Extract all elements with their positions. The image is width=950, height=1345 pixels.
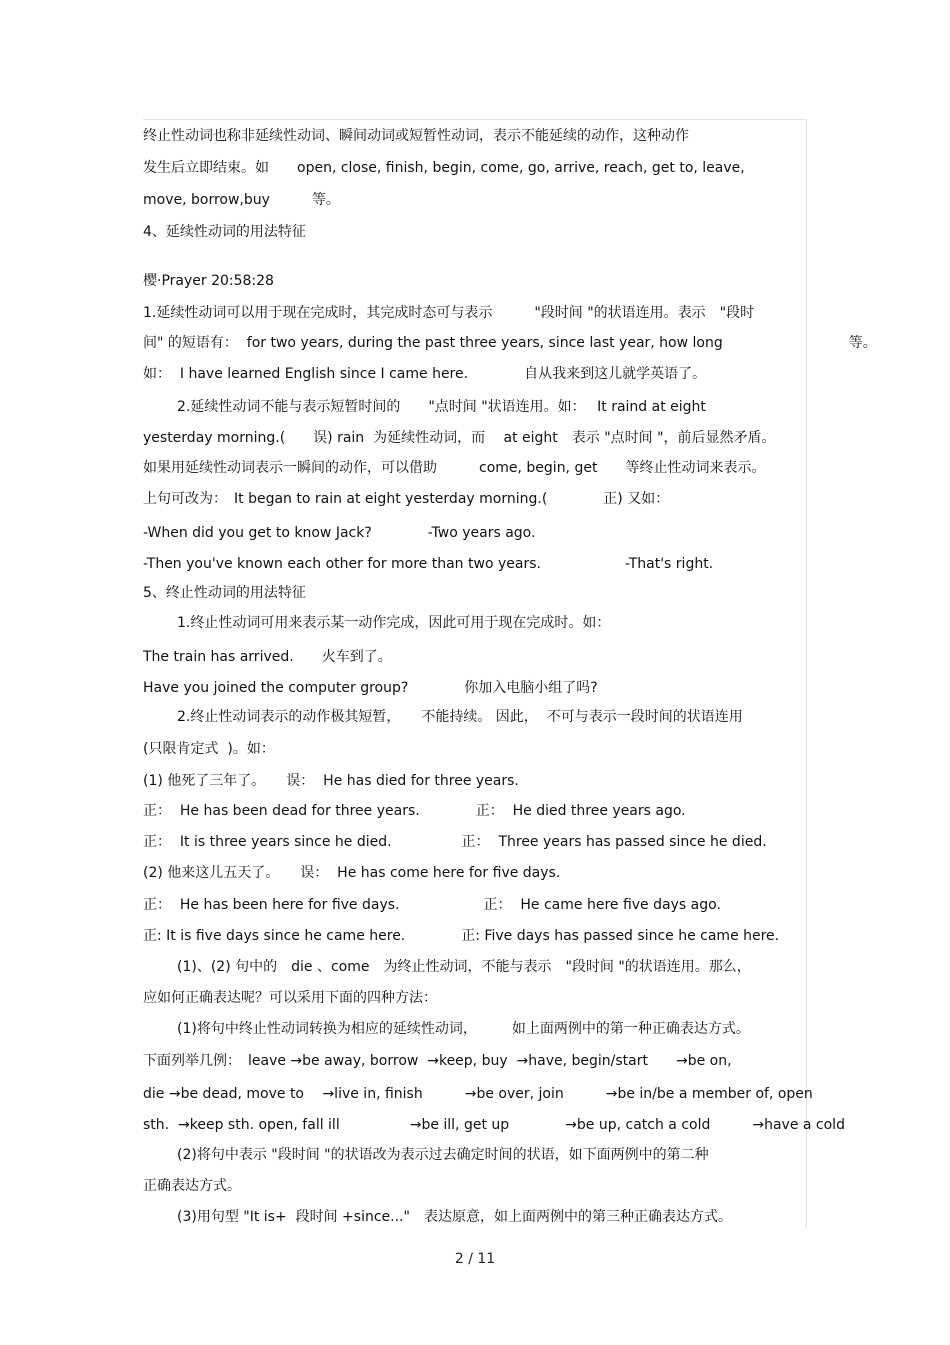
page-total: 11 (477, 1251, 496, 1267)
text-line: move, borrow,buy 等。 (143, 192, 340, 208)
text-line: (3)用句型 "It is+ 段时间 +since..." 表达原意，如上面两例中的第三种正确表达方式。 (177, 1209, 732, 1225)
text-line: 正： It is three years since he died. 正： Three years has passed since he died. (143, 834, 767, 850)
text-line: (2)将句中表示 "段时间 "的状语改为表示过去确定时间的状语，如下面两例中的第二种 (177, 1147, 709, 1163)
section-heading: 5、终止性动词的用法特征 (143, 585, 306, 601)
text-line: (1) 他死了三年了。 误： He has died for three years. (143, 773, 519, 789)
text-line: 1.终止性动词可用来表示某一动作完成，因此可用于现在完成时。如： (177, 615, 611, 631)
text-line: 2.终止性动词表示的动作极其短暂， 不能持续。 因此， 不可与表示一段时间的状语连用 (177, 709, 743, 725)
text-line: sth. →keep sth. open, fall ill →be ill, get up →be up, catch a cold →have a cold (143, 1117, 845, 1133)
text-line: -When did you get to know Jack? -Two years ago. (143, 525, 536, 541)
text-line: 正: It is five days since he came here. 正: Five days has passed since he came here. (143, 928, 780, 944)
text-line: (只限肯定式 )。如： (143, 741, 275, 757)
text-line: 发生后立即结束。如 open, close, finish, begin, come, go, arrive, reach, get to, leave, (143, 160, 745, 176)
text-line: Have you joined the computer group? 你加入电脑小组了吗? (143, 680, 598, 696)
text-line: 正确表达方式。 (143, 1178, 241, 1194)
text-line: 如： I have learned English since I came here. 自从我来到这儿就学英语了。 (143, 366, 707, 382)
text-line: die →be dead, move to →live in, finish →be over, join →be in/be a member of, open (143, 1086, 813, 1102)
text-line: 正： He has been dead for three years. 正： He died three years ago. (143, 803, 686, 819)
page-separator: / (468, 1251, 473, 1267)
text-line: 上句可改为： It began to rain at eight yesterday morning.( 正) 又如： (143, 491, 670, 507)
text-line: (2) 他来这儿五天了。 误： He has come here for five days. (143, 865, 561, 881)
text-line: 间" 的短语有： for two years, during the past three years, since last year, how long 等。 (143, 335, 877, 351)
text-line: The train has arrived. 火车到了。 (143, 649, 392, 665)
text-line: (1)、(2) 句中的 die 、come 为终止性动词，不能与表示 "段时间 "的状语连用。那么， (177, 959, 751, 975)
text-line: -Then you've known each other for more than two years. -That's right. (143, 556, 714, 572)
text-line: 正： He has been here for five days. 正： He came here five days ago. (143, 897, 721, 913)
page-current: 2 (454, 1251, 464, 1267)
text-line: yesterday morning.( 误) rain 为延续性动词，而 at eight 表示 "点时间 "，前后显然矛盾。 (143, 430, 776, 446)
page-number (0, 1251, 950, 1267)
text-line: 应如何正确表达呢？可以采用下面的四种方法： (143, 990, 437, 1006)
text-line: 2.延续性动词不能与表示短暂时间的 "点时间 "状语连用。如： It raind at eight (177, 399, 706, 415)
text-line: 如果用延续性动词表示一瞬间的动作，可以借助 come, begin, get 等终止性动词来表示。 (143, 460, 766, 476)
text-line: 下面列举几例： leave →be away, borrow →keep, buy →have, begin/start →be on, (143, 1053, 732, 1069)
section-heading: 4、延续性动词的用法特征 (143, 224, 306, 240)
text-line: 1.延续性动词可以用于现在完成时，其完成时态可与表示 "段时间 "的状语连用。表示 "段时 (143, 305, 755, 321)
timestamp-line: 樱·Prayer 20:58:28 (143, 273, 274, 289)
text-line: (1)将句中终止性动词转换为相应的延续性动词， 如上面两例中的第一种正确表达方式。 (177, 1021, 750, 1037)
text-line: 终止性动词也称非延续性动词、瞬间动词或短暂性动词，表示不能延续的动作，这种动作 (143, 128, 689, 144)
